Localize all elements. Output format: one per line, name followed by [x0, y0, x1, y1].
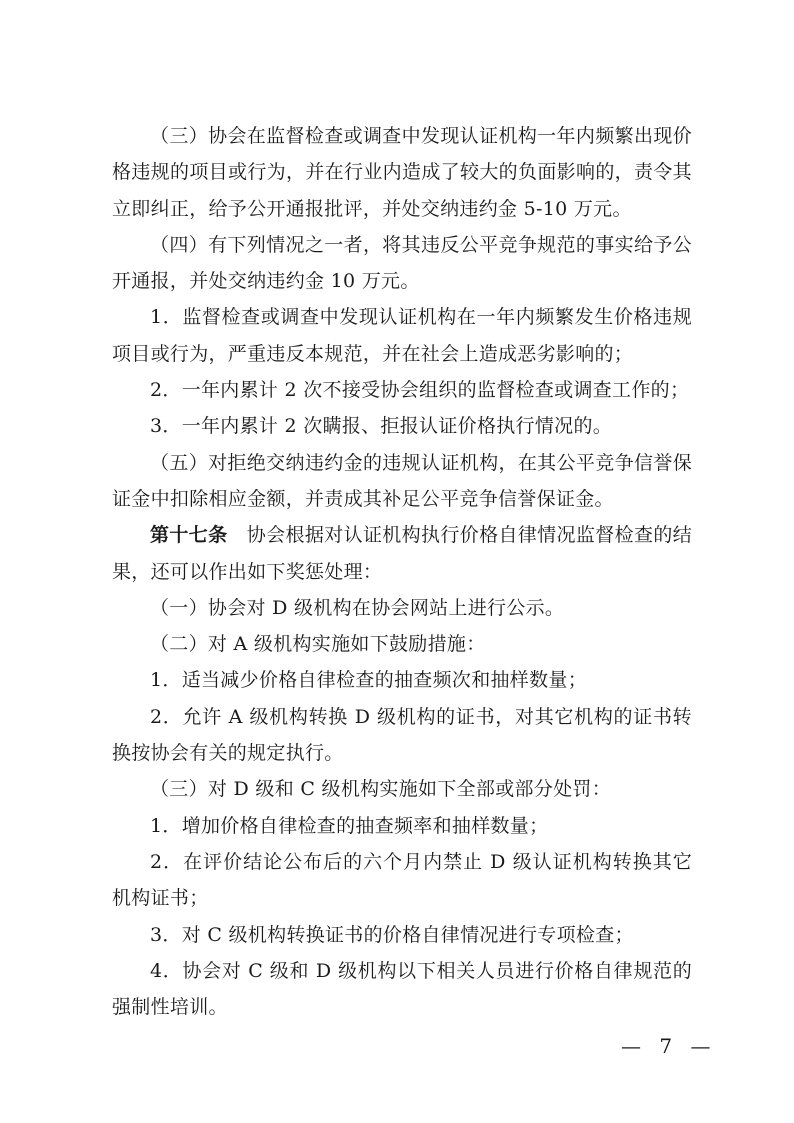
article-17-item-1: （一）协会对 D 级机构在协会网站上进行公示。 [150, 596, 565, 619]
paragraph-5: （五）对拒绝交纳违约金的违规认证机构，在其公平竞争信誉保证金中扣除相应金额，并责成其补足公平竞争信誉保证金。 [112, 451, 692, 510]
article-17-item-2: （二）对 A 级机构实施如下鼓励措施： [150, 633, 486, 656]
article-17-text: 协会根据对认证机构执行价格自律情况监督检查的结果，还可以作出如下奖惩处理： [112, 524, 692, 583]
article-17-heading: 第十七条 [150, 524, 228, 547]
paragraph-4: （四）有下列情况之一者，将其违反公平竞争规范的事实给予公开通报，并处交纳违约金 10 万元。 [112, 233, 692, 293]
article-17-item-3: （三）对 D 级和 C 级机构实施如下全部或部分处罚： [150, 778, 612, 801]
article-17-sub-5: 3．对 C 级机构转换证书的价格自律情况进行专项检查； [150, 923, 634, 946]
article-17 [112, 517, 692, 590]
article-17-sub-1: 1．适当减少价格自律检查的抽查频次和抽样数量； [150, 669, 587, 692]
document-body [112, 118, 692, 1025]
article-17-sub-2: 2．允许 A 级机构转换 D 级机构的证书，对其它机构的证书转换按协会有关的规定执行。 [112, 705, 692, 765]
page-number: — 7 — [621, 1034, 717, 1058]
article-17-sub-4: 2．在评价结论公布后的六个月内禁止 D 级认证机构转换其它机构证书； [112, 850, 692, 910]
paragraph-3: （三）协会在监督检查或调查中发现认证机构一年内频繁出现价格违规的项目或行为，并在行业内造成了较大的负面影响的，责令其立即纠正，给予公开通报批评，并处交纳违约金 5-10 万元。 [112, 125, 692, 220]
list-item-1: 1．监督检查或调查中发现认证机构在一年内频繁发生价格违规项目或行为，严重违反本规范，并在社会上造成恶劣影响的； [112, 306, 692, 365]
list-item-2: 2．一年内累计 2 次不接受协会组织的监督检查或调查工作的； [150, 379, 690, 402]
list-item-3: 3．一年内累计 2 次瞒报、拒报认证价格执行情况的。 [150, 415, 613, 438]
article-17-sub-3: 1．增加价格自律检查的抽查频率和抽样数量； [150, 814, 549, 837]
article-17-sub-6: 4．协会对 C 级和 D 级机构以下相关人员进行价格自律规范的强制性培训。 [112, 959, 692, 1019]
